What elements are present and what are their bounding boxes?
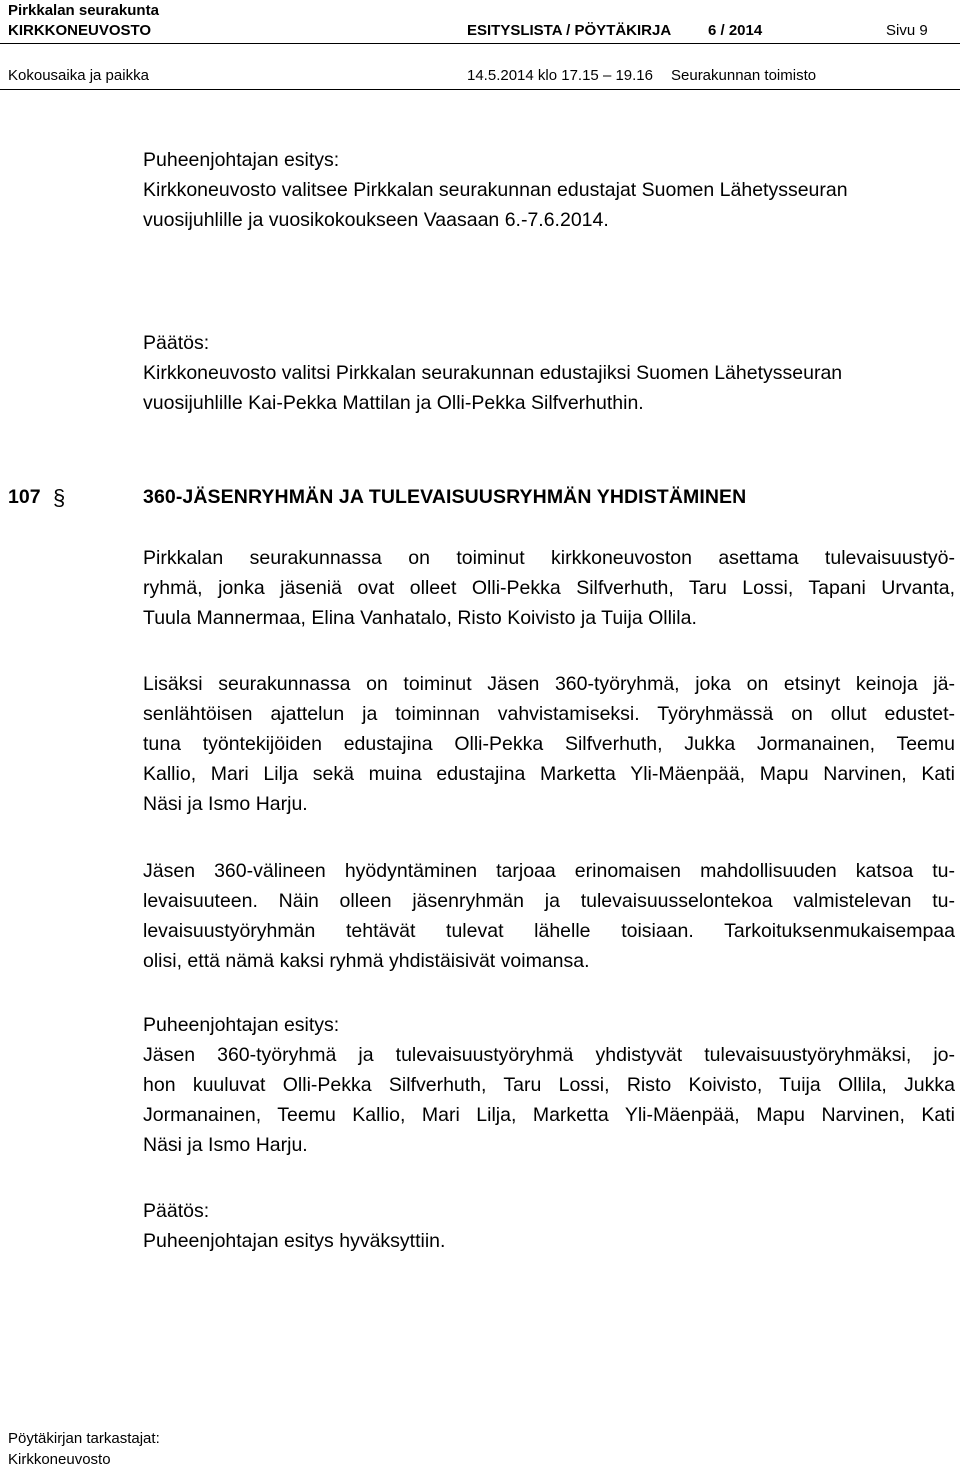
header-divider-top [0, 43, 960, 44]
proposal-line: Jäsen 360-työryhmä ja tulevaisuustyöryhmä yhdistyvät tulevaisuustyöryhmäksi, jo- [143, 1044, 955, 1066]
header-divider-bottom [0, 89, 960, 90]
proposal-line: Näsi ja Ismo Harju. [143, 1134, 308, 1156]
footer-label: Pöytäkirjan tarkastajat: [8, 1430, 160, 1447]
section-decision [143, 1196, 955, 1256]
proposal-line: Jormanainen, Teemu Kallio, Mari Lilja, Marketta Yli-Mäenpää, Mapu Narvinen, Kati [143, 1104, 955, 1126]
section-paragraph-1 [143, 543, 955, 633]
paragraph-line: Pirkkalan seurakunnassa on toiminut kirkkoneuvoston asettama tulevaisuustyö- [143, 547, 955, 569]
meeting-time: 14.5.2014 klo 17.15 – 19.16 [467, 67, 653, 84]
section-proposal [143, 1010, 955, 1160]
paragraph-line: Jäsen 360-välineen hyödyntäminen tarjoaa erinomaisen mahdollisuuden katsoa tu- [143, 860, 955, 882]
prev-proposal-line: Kirkkoneuvosto valitsee Pirkkalan seurakunnan edustajat Suomen Lähetysseuran [143, 179, 848, 201]
section-paragraph-3 [143, 856, 955, 976]
section-number: 107 [8, 486, 41, 508]
meeting-label: Kokousaika ja paikka [8, 67, 149, 84]
prev-proposal [143, 145, 955, 235]
section-symbol: § [53, 485, 66, 510]
issue-number: 6 / 2014 [708, 22, 763, 39]
paragraph-line: olisi, että nämä kaksi ryhmä yhdistäisivät voimansa. [143, 950, 590, 972]
section-title: 360-JÄSENRYHMÄN JA TULEVAISUUSRYHMÄN YHDISTÄMINEN [143, 486, 747, 508]
prev-decision-label: Päätös: [143, 332, 210, 354]
decision-text: Puheenjohtajan esitys hyväksyttiin. [143, 1230, 446, 1252]
org-name: Pirkkalan seurakunta [8, 2, 159, 19]
paragraph-line: senlähtöisen ajattelun ja toiminnan vahvistamiseksi. Työryhmässä on ollut edustet- [143, 703, 955, 725]
paragraph-line: ryhmä, jonka jäseniä ovat olleet Olli-Pekka Silfverhuth, Taru Lossi, Tapani Urvanta, [143, 577, 955, 599]
body-name: KIRKKONEUVOSTO [8, 22, 152, 39]
proposal-line: hon kuuluvat Olli-Pekka Silfverhuth, Taru Lossi, Risto Koivisto, Tuija Ollila, Jukka [143, 1074, 955, 1096]
section-paragraph-2 [143, 669, 955, 819]
meeting-place: Seurakunnan toimisto [671, 67, 817, 84]
prev-decision-line: vuosijuhlille Kai-Pekka Mattilan ja Olli-Pekka Silfverhuthin. [143, 392, 644, 414]
paragraph-line: Tuula Mannermaa, Elina Vanhatalo, Risto Koivisto ja Tuija Ollila. [143, 607, 697, 629]
paragraph-line: Lisäksi seurakunnassa on toiminut Jäsen 360-työryhmä, joka on etsinyt keinoja jä- [143, 673, 955, 695]
paragraph-line: tuna työntekijöiden edustajina Olli-Pekka Silfverhuth, Jukka Jormanainen, Teemu [143, 733, 955, 755]
prev-decision [143, 328, 955, 418]
doc-type: ESITYSLISTA / PÖYTÄKIRJA [467, 22, 672, 39]
page-number: Sivu 9 [886, 22, 928, 39]
prev-decision-line: Kirkkoneuvosto valitsi Pirkkalan seurakunnan edustajiksi Suomen Lähetysseuran [143, 362, 843, 384]
paragraph-line: Kallio, Mari Lilja sekä muina edustajina Marketta Yli-Mäenpää, Mapu Narvinen, Kati [143, 763, 955, 785]
prev-proposal-line: vuosijuhlille ja vuosikokoukseen Vaasaan 6.-7.6.2014. [143, 209, 609, 231]
paragraph-line: levaisuustyöryhmän tehtävät tulevat lähelle toisiaan. Tarkoituksenmukaisempaa [143, 920, 955, 942]
paragraph-line: Näsi ja Ismo Harju. [143, 793, 308, 815]
footer-sub: Kirkkoneuvosto [8, 1451, 111, 1468]
decision-label: Päätös: [143, 1200, 210, 1222]
proposal-label: Puheenjohtajan esitys: [143, 1014, 340, 1036]
prev-proposal-label: Puheenjohtajan esitys: [143, 149, 340, 171]
paragraph-line: levaisuuteen. Näin olleen jäsenryhmän ja tulevaisuusselontekoa valmistelevan tu- [143, 890, 955, 912]
